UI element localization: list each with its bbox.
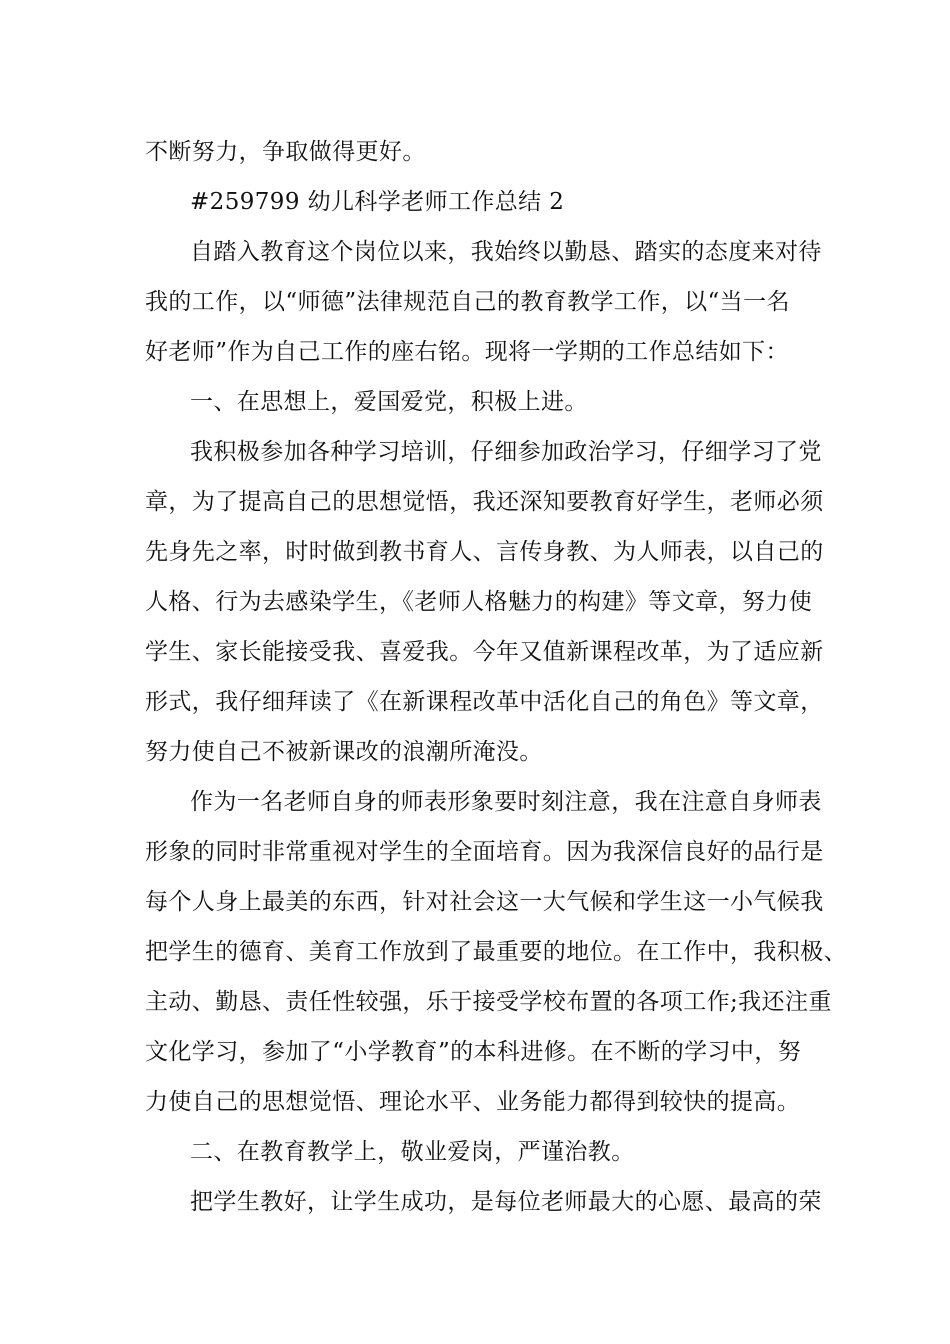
text-line: 不断努力，争取做得更好。 bbox=[145, 139, 426, 165]
text-line: 我积极参加各种学习培训，仔细参加政治学习，仔细学习了党 bbox=[190, 439, 822, 465]
text-line: 先身先之率，时时做到教书育人、言传身教、为人师表，以自己的 bbox=[145, 539, 824, 565]
text-line: 形式，我仔细拜读了《在新课程改革中活化自己的角色》等文章， bbox=[145, 689, 824, 715]
text-line: 力使自己的思想觉悟、理论水平、业务能力都得到较快的提高。 bbox=[145, 1089, 801, 1115]
text-line: 把学生的德育、美育工作放到了最重要的地位。在工作中，我积极、 bbox=[145, 939, 847, 965]
section-heading: #259799 幼儿科学老师工作总结 2 bbox=[190, 189, 565, 215]
text-line: 文化学习，参加了“小学教育”的本科进修。在不断的学习中，努 bbox=[145, 1039, 802, 1065]
text-line: 自踏入教育这个岗位以来，我始终以勤恳、踏实的态度来对待 bbox=[190, 239, 822, 265]
text-line: 我的工作，以“师德”法律规范自己的教育教学工作，以“当一名 bbox=[145, 289, 790, 315]
subheading: 二、在教育教学上，敬业爱岗，严谨治教。 bbox=[190, 1139, 635, 1165]
text-line: 每个人身上最美的东西，针对社会这一大气候和学生这一小气候我 bbox=[145, 889, 824, 915]
text-line: 好老师”作为自己工作的座右铭。现将一学期的工作总结如下： bbox=[145, 339, 789, 365]
text-line: 努力使自己不被新课改的浪潮所淹没。 bbox=[145, 739, 543, 765]
text-line: 学生、家长能接受我、喜爱我。今年又值新课程改革，为了适应新 bbox=[145, 639, 824, 665]
text-line: 人格、行为去感染学生，《老师人格魅力的构建》等文章，努力使 bbox=[145, 589, 813, 615]
subheading: 一、在思想上，爱国爱党，积极上进。 bbox=[190, 389, 588, 415]
text-line: 主动、勤恳、责任性较强，乐于接受学校布置的各项工作;我还注重 bbox=[145, 989, 832, 1015]
text-line: 章，为了提高自己的思想觉悟，我还深知要教育好学生，老师必须 bbox=[145, 489, 824, 515]
text-line: 作为一名老师自身的师表形象要时刻注意，我在注意自身师表 bbox=[190, 789, 822, 815]
text-line: 把学生教好，让学生成功，是每位老师最大的心愿、最高的荣 bbox=[190, 1189, 822, 1215]
text-line: 形象的同时非常重视对学生的全面培育。因为我深信良好的品行是 bbox=[145, 839, 824, 865]
